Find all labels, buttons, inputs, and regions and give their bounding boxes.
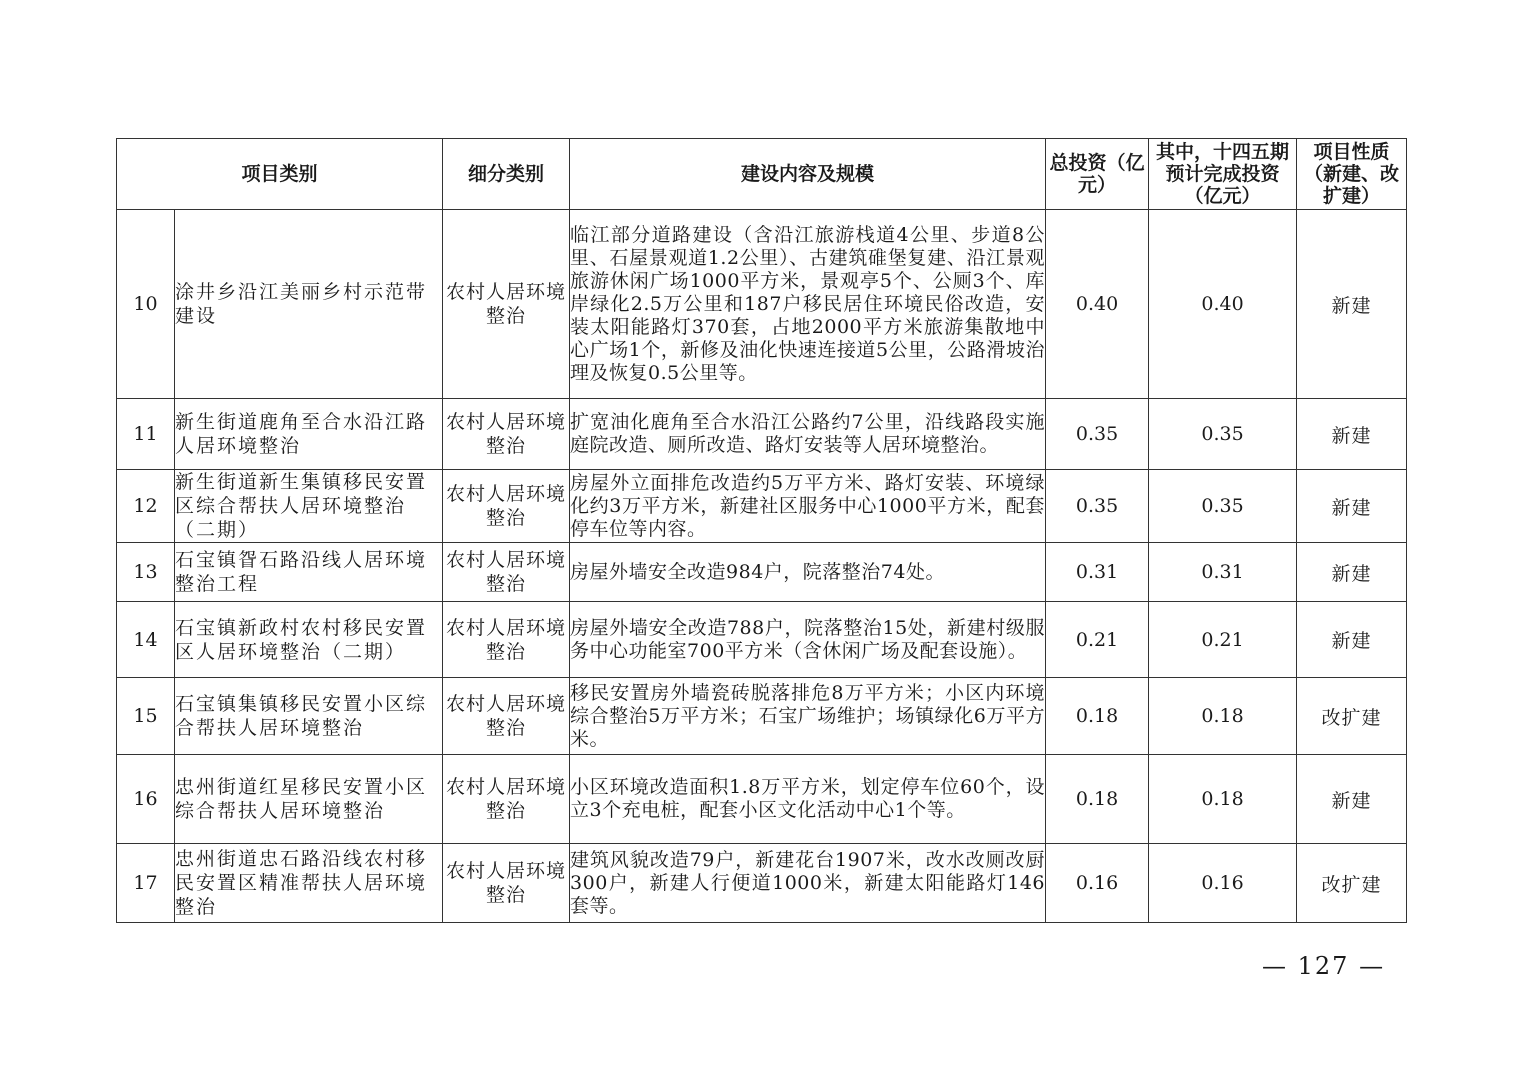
header-subcategory: 细分类别 [443, 139, 570, 210]
project-name: 石宝镇新政村农村移民安置区人居环境整治（二期） [175, 602, 443, 678]
project-name: 新生街道新生集镇移民安置区综合帮扶人居环境整治（二期） [175, 470, 443, 543]
total-investment: 0.35 [1046, 470, 1149, 543]
project-content: 移民安置房外墙瓷砖脱落排危8万平方米；小区内环境综合整治5万平方米；石宝广场维护；场镇绿化6万平方米。 [570, 678, 1046, 755]
project-nature: 新建 [1297, 755, 1407, 844]
total-investment: 0.18 [1046, 678, 1149, 755]
table-row [117, 755, 1407, 844]
header-nature: 项目性质（新建、改扩建） [1297, 139, 1407, 210]
project-name: 忠州街道忠石路沿线农村移民安置区精准帮扶人居环境整治 [175, 844, 443, 923]
table-row [117, 844, 1407, 923]
table-row [117, 399, 1407, 470]
project-name: 新生街道鹿角至合水沿江路人居环境整治 [175, 399, 443, 470]
table-row [117, 678, 1407, 755]
total-investment: 0.16 [1046, 844, 1149, 923]
row-number: 14 [117, 602, 175, 678]
project-nature: 新建 [1297, 602, 1407, 678]
project-nature: 改扩建 [1297, 844, 1407, 923]
planned-investment: 0.40 [1149, 210, 1297, 399]
project-content: 房屋外墙安全改造984户，院落整治74处。 [570, 543, 1046, 602]
row-number: 10 [117, 210, 175, 399]
project-nature: 新建 [1297, 470, 1407, 543]
planned-investment: 0.31 [1149, 543, 1297, 602]
project-name: 忠州街道红星移民安置小区综合帮扶人居环境整治 [175, 755, 443, 844]
planned-investment: 0.35 [1149, 470, 1297, 543]
header-content: 建设内容及规模 [570, 139, 1046, 210]
row-number: 15 [117, 678, 175, 755]
row-number: 12 [117, 470, 175, 543]
project-subcategory: 农村人居环境整治 [443, 399, 570, 470]
planned-investment: 0.18 [1149, 755, 1297, 844]
project-content: 房屋外墙安全改造788户，院落整治15处，新建村级服务中心功能室700平方米（含休闲广场及配套设施）。 [570, 602, 1046, 678]
header-total-investment: 总投资（亿元） [1046, 139, 1149, 210]
project-content: 扩宽油化鹿角至合水沿江公路约7公里，沿线路段实施庭院改造、厕所改造、路灯安装等人居环境整治。 [570, 399, 1046, 470]
planned-investment: 0.35 [1149, 399, 1297, 470]
total-investment: 0.35 [1046, 399, 1149, 470]
total-investment: 0.40 [1046, 210, 1149, 399]
total-investment: 0.21 [1046, 602, 1149, 678]
project-nature: 新建 [1297, 543, 1407, 602]
table-row [117, 602, 1407, 678]
row-number: 11 [117, 399, 175, 470]
project-name: 石宝镇集镇移民安置小区综合帮扶人居环境整治 [175, 678, 443, 755]
project-content: 建筑风貌改造79户，新建花台1907米，改水改厕改厨300户，新建人行便道1000米，新建太阳能路灯146套等。 [570, 844, 1046, 923]
project-nature: 改扩建 [1297, 678, 1407, 755]
project-subcategory: 农村人居环境整治 [443, 602, 570, 678]
page-number: — 127 — [1262, 952, 1386, 980]
row-number: 16 [117, 755, 175, 844]
row-number: 13 [117, 543, 175, 602]
project-subcategory: 农村人居环境整治 [443, 844, 570, 923]
project-subcategory: 农村人居环境整治 [443, 678, 570, 755]
planned-investment: 0.16 [1149, 844, 1297, 923]
project-nature: 新建 [1297, 210, 1407, 399]
table-row [117, 210, 1407, 399]
project-content: 房屋外立面排危改造约5万平方米、路灯安装、环境绿化约3万平方米，新建社区服务中心1000平方米，配套停车位等内容。 [570, 470, 1046, 543]
total-investment: 0.31 [1046, 543, 1149, 602]
project-table [116, 138, 1407, 923]
project-name: 涂井乡沿江美丽乡村示范带建设 [175, 210, 443, 399]
table-row [117, 470, 1407, 543]
header-planned-investment: 其中，十四五期预计完成投资（亿元） [1149, 139, 1297, 210]
table-header-row [117, 139, 1407, 210]
project-nature: 新建 [1297, 399, 1407, 470]
total-investment: 0.18 [1046, 755, 1149, 844]
project-name: 石宝镇眢石路沿线人居环境整治工程 [175, 543, 443, 602]
row-number: 17 [117, 844, 175, 923]
planned-investment: 0.21 [1149, 602, 1297, 678]
table-row [117, 543, 1407, 602]
planned-investment: 0.18 [1149, 678, 1297, 755]
header-category: 项目类别 [117, 139, 443, 210]
project-subcategory: 农村人居环境整治 [443, 210, 570, 399]
project-subcategory: 农村人居环境整治 [443, 470, 570, 543]
project-subcategory: 农村人居环境整治 [443, 543, 570, 602]
project-content: 小区环境改造面积1.8万平方米，划定停车位60个，设立3个充电桩，配套小区文化活动中心1个等。 [570, 755, 1046, 844]
project-subcategory: 农村人居环境整治 [443, 755, 570, 844]
project-content: 临江部分道路建设（含沿江旅游栈道4公里、步道8公里、石屋景观道1.2公里）、古建筑碓堡复建、沿江景观旅游休闲广场1000平方米，景观亭5个、公厕3个、库岸绿化2.5万公里和187户移民居住环境民俗改造，安装太阳能路灯370套，占地2000平方米旅游集散地中心广场1个，新修及油化快速连接道5公里，公路滑坡治理及恢复0.5公里等。 [570, 210, 1046, 399]
